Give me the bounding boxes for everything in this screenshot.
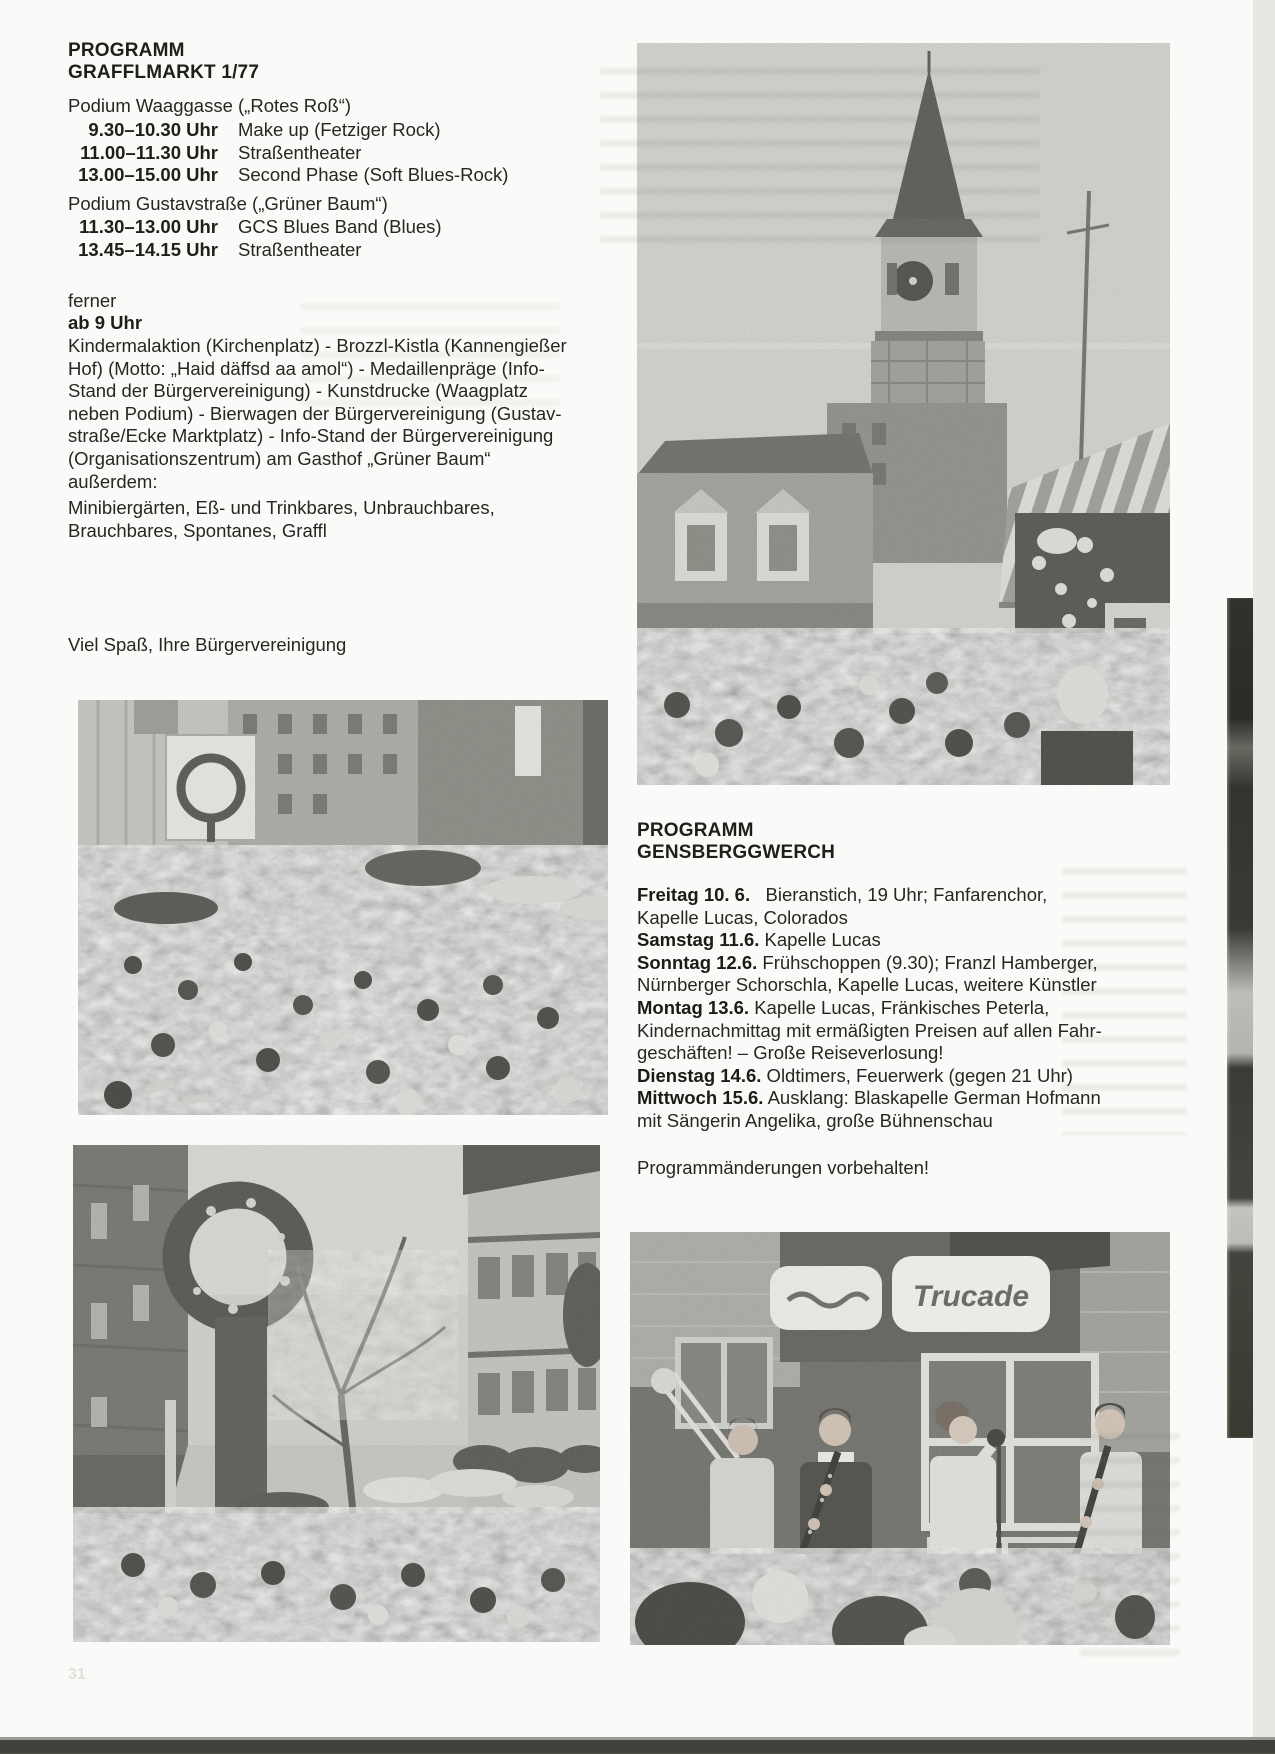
day-name: Dienstag 14.6. [637,1064,762,1086]
schedule-time: 13.45–14.15 Uhr [78,238,218,260]
activities-line: Kindermalaktion (Kirchenplatz) - Brozzl-Kistla (Kannengießer [68,335,567,356]
ferner-label: ferner [68,290,117,311]
adjacent-page-photo-strip [1227,598,1253,1438]
venue1-heading: Podium Waaggasse („Rotes Roß“) [68,95,352,116]
day-detail: Nürnberger Schorschla, Kapelle Lucas, weitere Künstler [637,974,1097,996]
schedule-time: 11.00–11.30 Uhr [80,141,218,163]
extras-line: Minibiergärten, Eß- und Trinkbares, Unbrauchbares, [68,497,495,518]
schedule-act: Second Phase (Soft Blues-Rock) [238,164,509,186]
photo-street-crowd [78,700,608,1115]
gensberggwerch-title-line1: PROGRAMM [637,820,754,841]
bleed-through-text [1062,855,1187,1135]
schedule-act: Straßentheater [238,141,362,163]
page-edge-right [1253,0,1275,1754]
page-number: 31 [68,1666,86,1683]
bleed-through-text [300,290,560,410]
day-detail: Kindernachmittag mit ermäßigten Preisen auf allen Fahr- [637,1019,1102,1041]
venue2-heading: Podium Gustavstraße („Grüner Baum“) [68,193,388,214]
activities-line: (Organisationszentrum) am Gasthof „Grüner Baum“ [68,447,491,469]
schedule-act: Make up (Fetziger Rock) [238,119,441,140]
grafflmarkt-title-line2: GRAFFLMARKT 1/77 [68,62,260,83]
closing-line: Viel Spaß, Ihre Bürgervereinigung [68,634,347,655]
gensberggwerch-title [637,820,835,864]
page-edge-bottom [0,1737,1275,1754]
venue1-schedule [68,119,608,187]
day-name: Montag 13.6. [637,996,750,1018]
day-name: Samstag 11.6. [637,929,760,951]
day-detail: Kapelle Lucas [759,929,881,951]
schedule-act: Straßentheater [238,238,362,260]
grafflmarkt-title [68,40,259,84]
day-detail: geschäften! – Große Reiseverlosung! [637,1042,944,1064]
activities-line: außerdem: [68,470,158,492]
activities-line: straße/Ecke Marktplatz) - Info-Stand der Bürgervereinigung [68,425,554,447]
day-detail: mit Sängerin Angelika, große Bühnenschau [637,1109,993,1131]
venue2-schedule [68,216,608,261]
extras-line: Brauchbares, Spontanes, Graffl [68,519,327,541]
day-detail: Bieranstich, 19 Uhr; Fanfarenchor, [750,884,1048,905]
schedule-act: GCS Blues Band (Blues) [238,216,442,237]
day-detail: Kapelle Lucas, Fränkisches Peterla, [749,996,1050,1018]
bleed-through-text [600,55,1040,250]
schedule-time: 11.30–13.00 Uhr [79,216,218,237]
extras-paragraph [68,497,613,542]
day-name: Freitag 10. 6. [637,884,751,905]
activities-line: neben Podium) - Bierwagen der Bürgervereinigung (Gustav- [68,402,562,424]
day-detail: Oldtimers, Feuerwerk (gegen 21 Uhr) [761,1064,1073,1086]
bleed-through-text [1080,1420,1180,1660]
grafflmarkt-title-line1: PROGRAMM [68,40,185,61]
gensberggwerch-title-line2: GENSBERGGWERCH [637,842,836,863]
ab9-label: ab 9 Uhr [68,312,143,333]
day-name: Mittwoch 15.6. [637,1087,764,1109]
activities-line: Hof) (Motto: „Haid däffsd aa amol“) - Medaillenpräge (Info- [68,357,545,379]
program-note: Programmänderungen vorbehalten! [637,1157,930,1178]
day-detail: Kapelle Lucas, Colorados [637,906,848,928]
day-detail: Frühschoppen (9.30); Franzl Hamberger, [757,951,1098,973]
schedule-time: 13.00–15.00 Uhr [78,164,218,186]
photo-wreath-street [73,1145,600,1642]
day-detail: Ausklang: Blaskapelle German Hofmann [763,1087,1101,1109]
schedule-time: 9.30–10.30 Uhr [88,119,218,140]
activities-line: Stand der Bürgervereinigung) - Kunstdrucke (Waagplatz [68,380,528,402]
day-name: Sonntag 12.6. [637,951,758,973]
